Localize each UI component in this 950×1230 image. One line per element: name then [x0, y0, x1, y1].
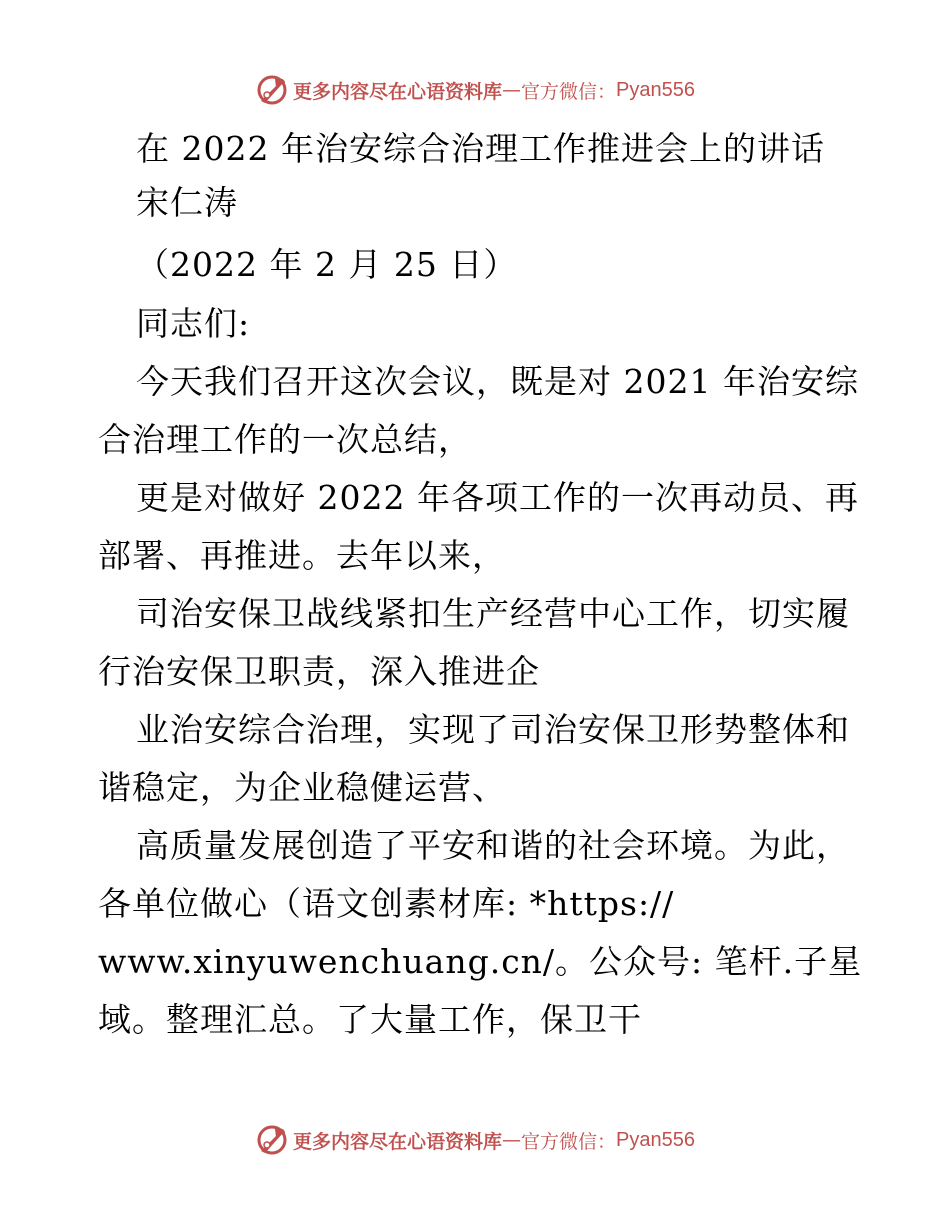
banner-wechat-id: Pyan556 — [616, 1128, 695, 1151]
paragraph-line: 各单位做心（语文创素材库: *https:// — [98, 884, 675, 923]
document-date: （2022 年 2 月 25 日） — [136, 245, 518, 284]
paragraph-line: 行治安保卫职责，深入推进企 — [98, 652, 540, 691]
banner-wechat-label: 官方微信： — [521, 1130, 617, 1153]
paragraph-line: 域。整理汇总。了大量工作，保卫干 — [98, 1000, 642, 1039]
document-author: 宋仁涛 — [136, 183, 238, 222]
header-banner — [0, 70, 950, 110]
paragraph-line: 部署、再推进。去年以来， — [98, 536, 506, 575]
banner-wechat-id: Pyan556 — [616, 78, 695, 101]
paragraph-line: 谐稳定，为企业稳健运营、 — [98, 768, 506, 807]
banner-dash: — — [502, 1129, 522, 1151]
banner-wechat-label: 官方微信： — [521, 80, 617, 103]
document-title: 在 2022 年治安综合治理工作推进会上的讲话 — [136, 129, 825, 168]
paragraph-line: 合治理工作的一次总结， — [98, 420, 472, 459]
quill-logo-icon — [255, 1123, 289, 1157]
document-salutation: 同志们: — [136, 304, 251, 343]
paragraph-line: 司治安保卫战线紧扣生产经营中心工作，切实履 — [136, 594, 850, 633]
quill-logo-icon — [255, 73, 289, 107]
paragraph-line: 更是对做好 2022 年各项工作的一次再动员、再 — [136, 478, 859, 517]
banner-dash: — — [502, 79, 522, 101]
paragraph-line: 今天我们召开这次会议，既是对 2021 年治安综 — [136, 362, 859, 401]
footer-banner — [0, 1120, 950, 1160]
paragraph-line: www.xinyuwenchuang.cn/。公众号: 笔杆.子星 — [98, 942, 863, 981]
banner-brand-text: 更多内容尽在心语资料库 — [293, 1130, 503, 1153]
banner-brand-text: 更多内容尽在心语资料库 — [293, 80, 503, 103]
paragraph-line: 高质量发展创造了平安和谐的社会环境。为此， — [136, 826, 850, 865]
paragraph-line: 业治安综合治理，实现了司治安保卫形势整体和 — [136, 710, 850, 749]
